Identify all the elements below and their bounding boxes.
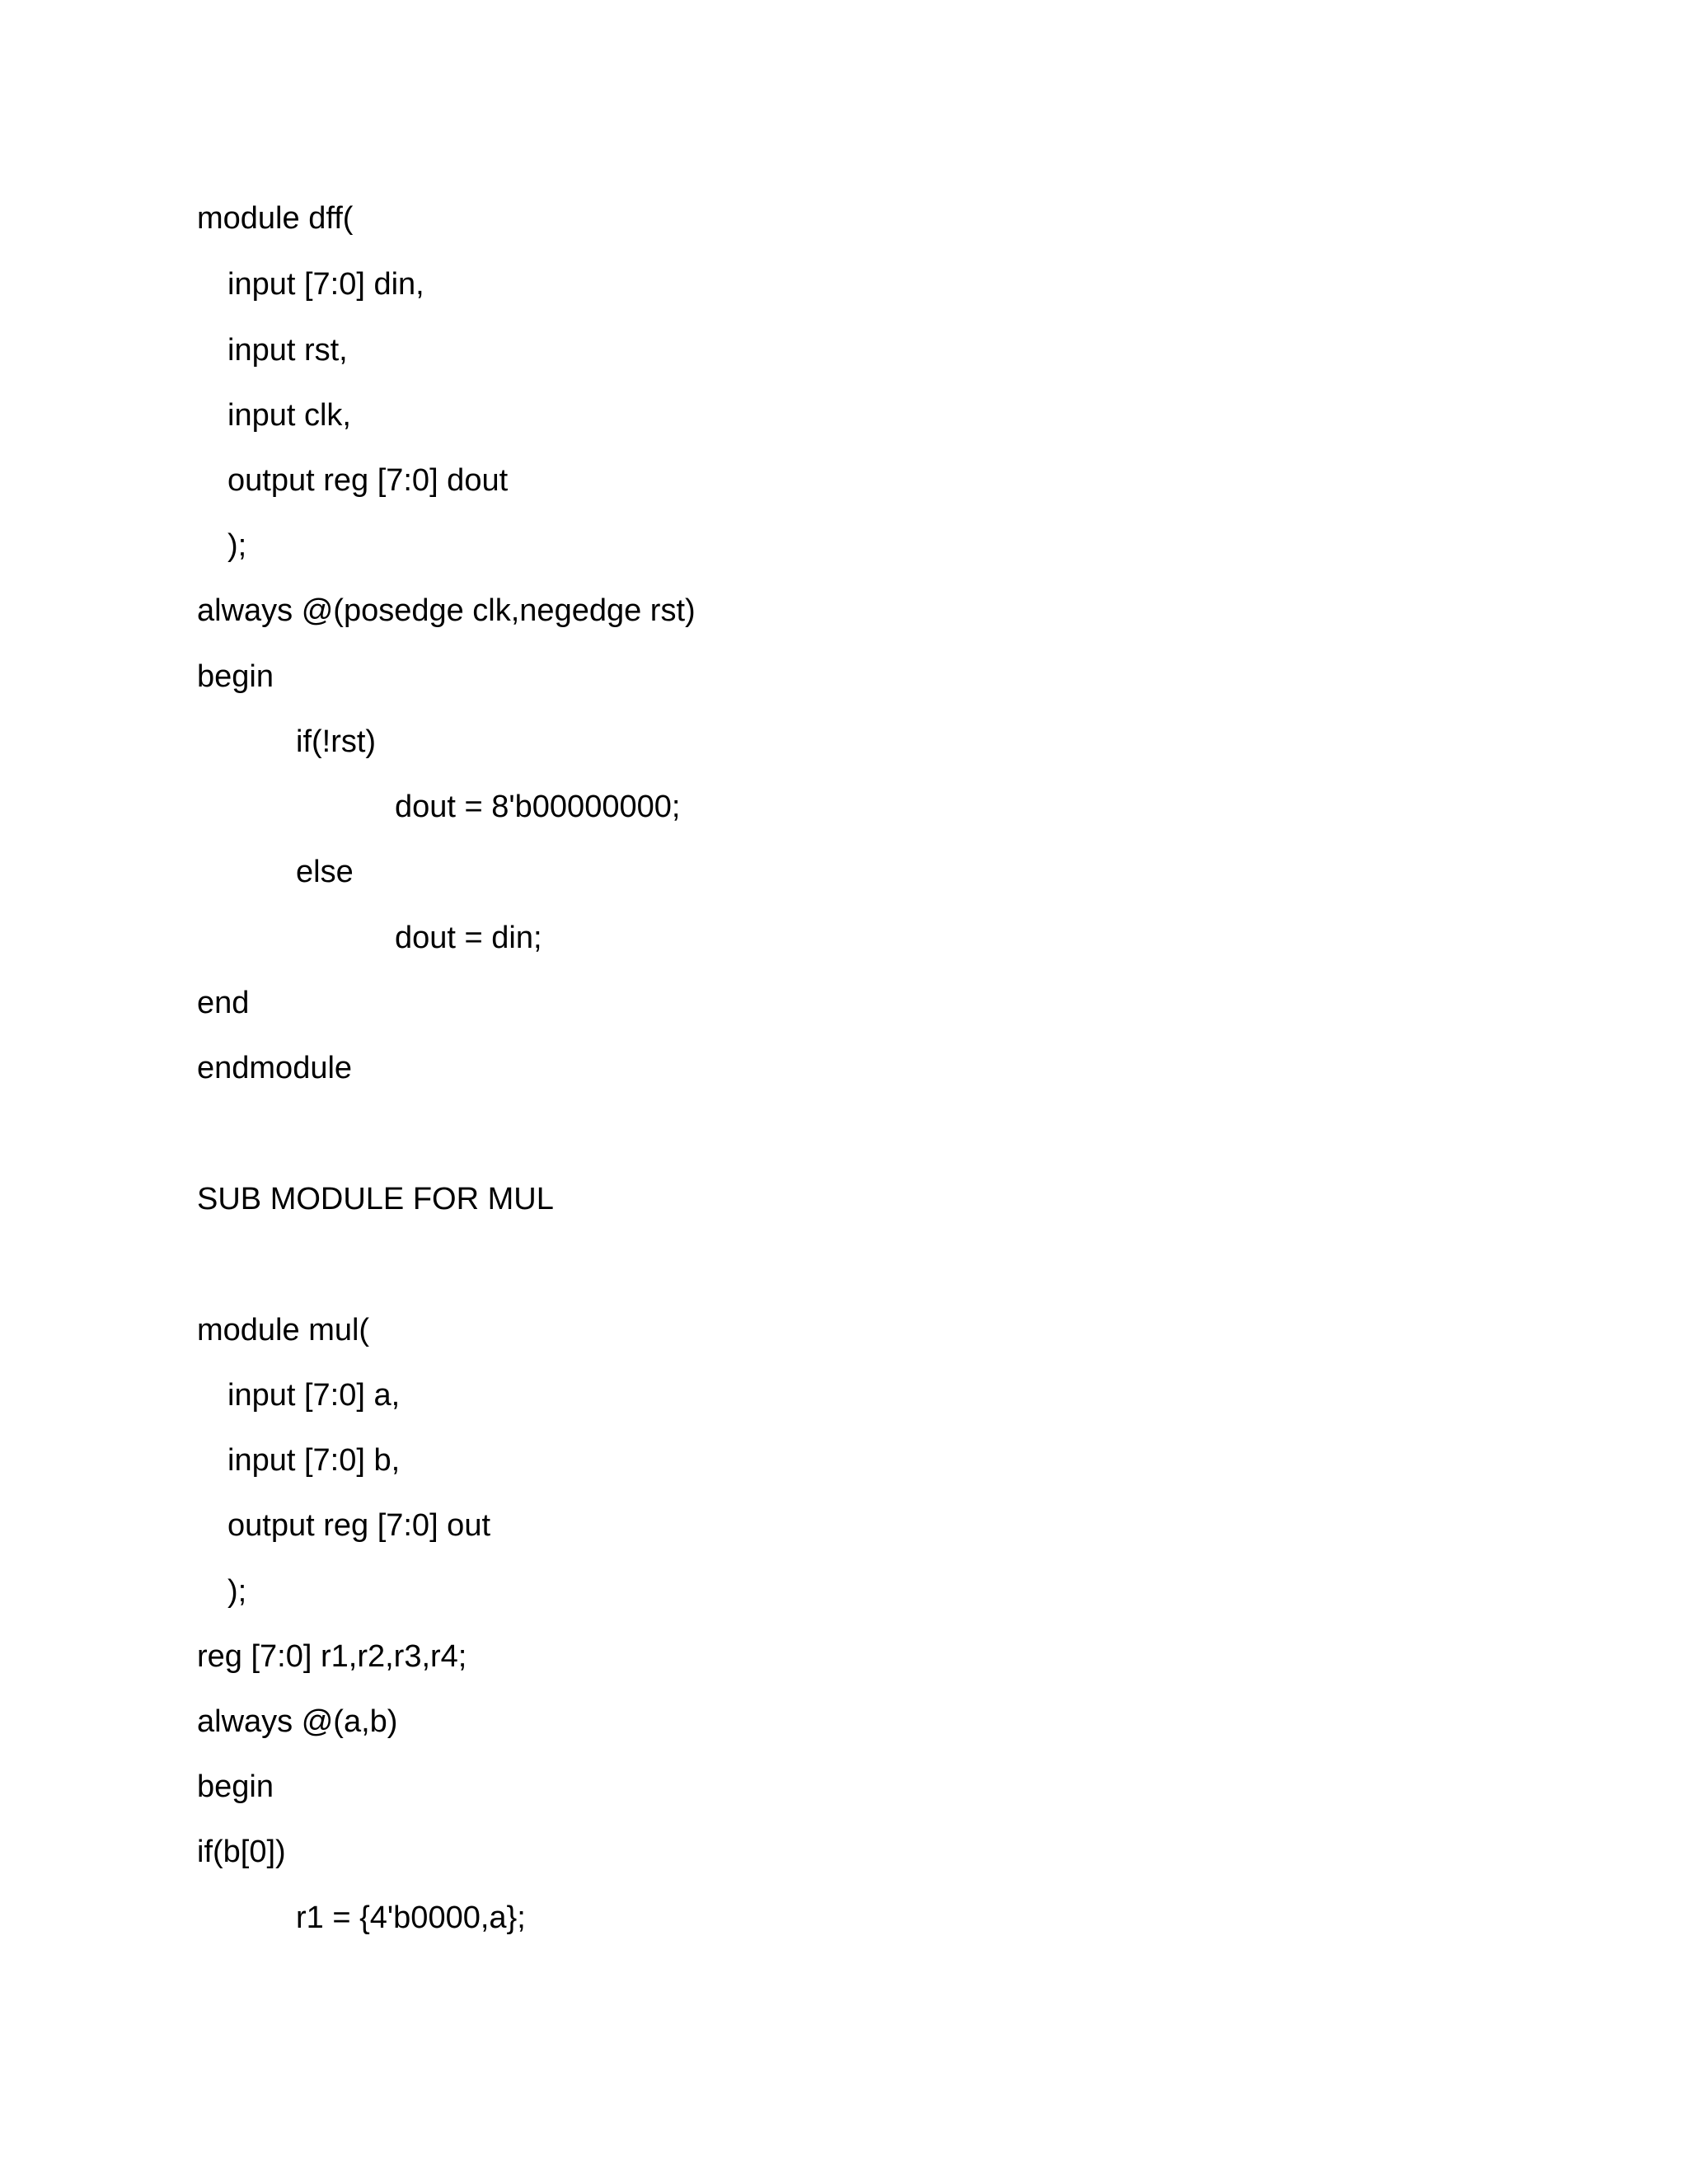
code-line: always @(a,b)	[197, 1704, 398, 1739]
code-line: );	[227, 1574, 247, 1609]
code-line: always @(posedge clk,negedge rst)	[197, 593, 696, 628]
code-line: input [7:0] b,	[227, 1443, 401, 1478]
code-line: if(!rst)	[296, 724, 377, 759]
code-line: input clk,	[227, 398, 351, 433]
code-line: input rst,	[227, 333, 348, 368]
code-line: end	[197, 986, 250, 1020]
code-line: module mul(	[197, 1313, 370, 1347]
code-line: input [7:0] a,	[227, 1378, 401, 1413]
code-line: reg [7:0] r1,r2,r3,r4;	[197, 1639, 467, 1674]
code-line: else	[296, 855, 354, 889]
code-line: dout = din;	[395, 921, 542, 955]
code-line: input [7:0] din,	[227, 267, 424, 302]
code-line: endmodule	[197, 1051, 353, 1085]
code-line: );	[227, 528, 247, 563]
code-line: module dff(	[197, 201, 354, 236]
code-line: r1 = {4'b0000,a};	[296, 1900, 526, 1935]
code-line: if(b[0])	[197, 1835, 286, 1869]
section-heading: SUB MODULE FOR MUL	[197, 1182, 554, 1216]
code-line: begin	[197, 1769, 274, 1804]
code-line: output reg [7:0] out	[227, 1508, 491, 1543]
code-line: output reg [7:0] dout	[227, 463, 509, 498]
code-line: dout = 8'b00000000;	[395, 790, 681, 824]
code-line: begin	[197, 659, 274, 694]
